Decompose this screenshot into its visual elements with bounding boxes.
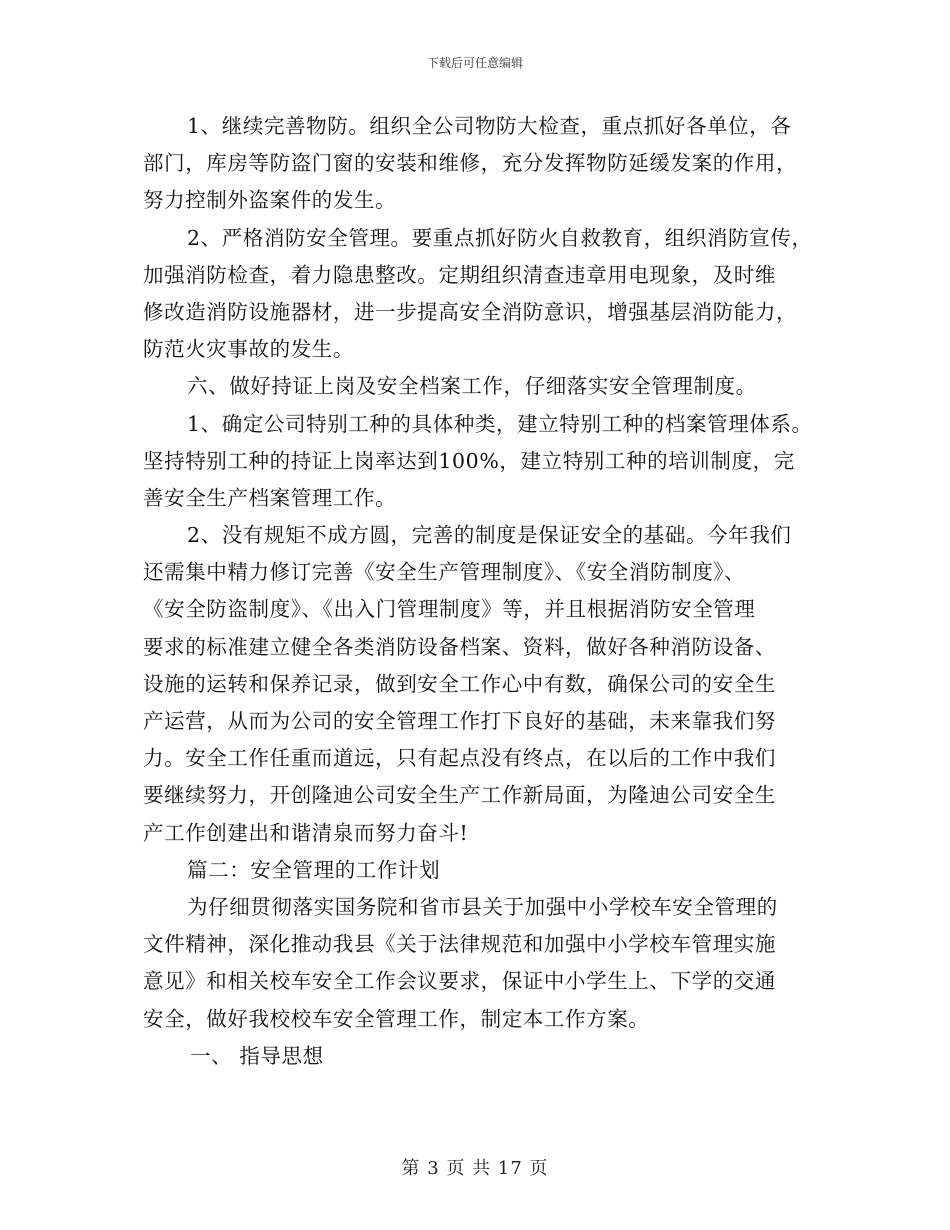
paragraph-line: 1、继续完善物防。组织全公司物防大检查，重点抓好各单位，各 xyxy=(187,114,792,138)
paragraph-line: 《安全防盗制度》、《出入门管理制度》等，并且根据消防安全管理 xyxy=(143,597,756,622)
paragraph-line: 坚持特别工种的持证上岗率达到100%，建立特别工种的培训制度，完 xyxy=(143,448,795,473)
paragraph-line: 要求的标准建立健全各类消防设备档案、资料，做好各种消防设备、 xyxy=(143,634,776,659)
paragraph-line: 意见》和相关校车安全工作会议要求，保证中小学生上、下学的交通 xyxy=(143,969,776,994)
page-footer xyxy=(0,1154,950,1180)
paragraph-line: 努力控制外盗案件的发生。 xyxy=(143,188,397,213)
paragraph-line: 1、确定公司特别工种的具体种类，建立特别工种的档案管理体系。 xyxy=(187,411,813,436)
paragraph-line: 善安全生产档案管理工作。 xyxy=(143,485,397,510)
footer-prefix: 第 xyxy=(401,1158,421,1179)
paragraph-line: 修改造消防设施器材，进一步提高安全消防意识，增强基层消防能力， xyxy=(143,299,798,324)
paragraph-line: 产运营，从而为公司的安全管理工作打下良好的基础，未来靠我们努 xyxy=(143,709,776,733)
paragraph-line: 部门，库房等防盗门窗的安装和维修，充分发挥物防延缓发案的作用， xyxy=(143,151,798,176)
paragraph-line: 文件精神，深化推动我县《关于法律规范和加强中小学校车管理实施 xyxy=(143,932,776,957)
paragraph-line: 2、没有规矩不成方圆，完善的制度是保证安全的基础。今年我们 xyxy=(187,523,792,548)
paragraph-line: 要继续努力，开创隆迪公司安全生产工作新局面，为隆迪公司安全生 xyxy=(143,783,776,808)
footer-middle: 页 共 xyxy=(446,1158,492,1179)
page-header: 下载后可任意编辑 xyxy=(426,56,523,70)
paragraph-line: 安全，做好我校校车安全管理工作，制定本工作方案。 xyxy=(143,1006,650,1031)
paragraph-line: 2、严格消防安全管理。要重点抓好防火自救教育，组织消防宣传， xyxy=(187,225,813,250)
paragraph-line: 设施的运转和保养记录，做到安全工作心中有数，确保公司的安全生 xyxy=(143,671,776,696)
paragraph-line: 力。安全工作任重而道远，只有起点没有终点，在以后的工作中我们 xyxy=(143,746,776,771)
paragraph-line: 防范火灾事故的发生。 xyxy=(143,337,354,362)
footer-total-pages: 17 xyxy=(497,1158,523,1179)
footer-suffix: 页 xyxy=(529,1158,549,1179)
footer-current-page: 3 xyxy=(427,1158,440,1179)
paragraph-line: 为仔细贯彻落实国务院和省市县关于加强中小学校车安全管理的 xyxy=(187,894,778,919)
section-heading-line: 一、 指导思想 xyxy=(190,1043,324,1068)
section-heading-line: 六、做好持证上岗及安全档案工作，仔细落实安全管理制度。 xyxy=(187,374,757,399)
document-body xyxy=(143,108,843,1075)
paragraph-line: 还需集中精力修订完善《安全生产管理制度》、《安全消防制度》、 xyxy=(143,560,746,585)
section-heading-line: 篇二：安全管理的工作计划 xyxy=(187,857,441,882)
paragraph-line: 产工作创建出和谐清泉而努力奋斗! xyxy=(143,820,469,845)
paragraph-line: 加强消防检查，着力隐患整改。定期组织清查违章用电现象，及时维 xyxy=(143,262,776,287)
